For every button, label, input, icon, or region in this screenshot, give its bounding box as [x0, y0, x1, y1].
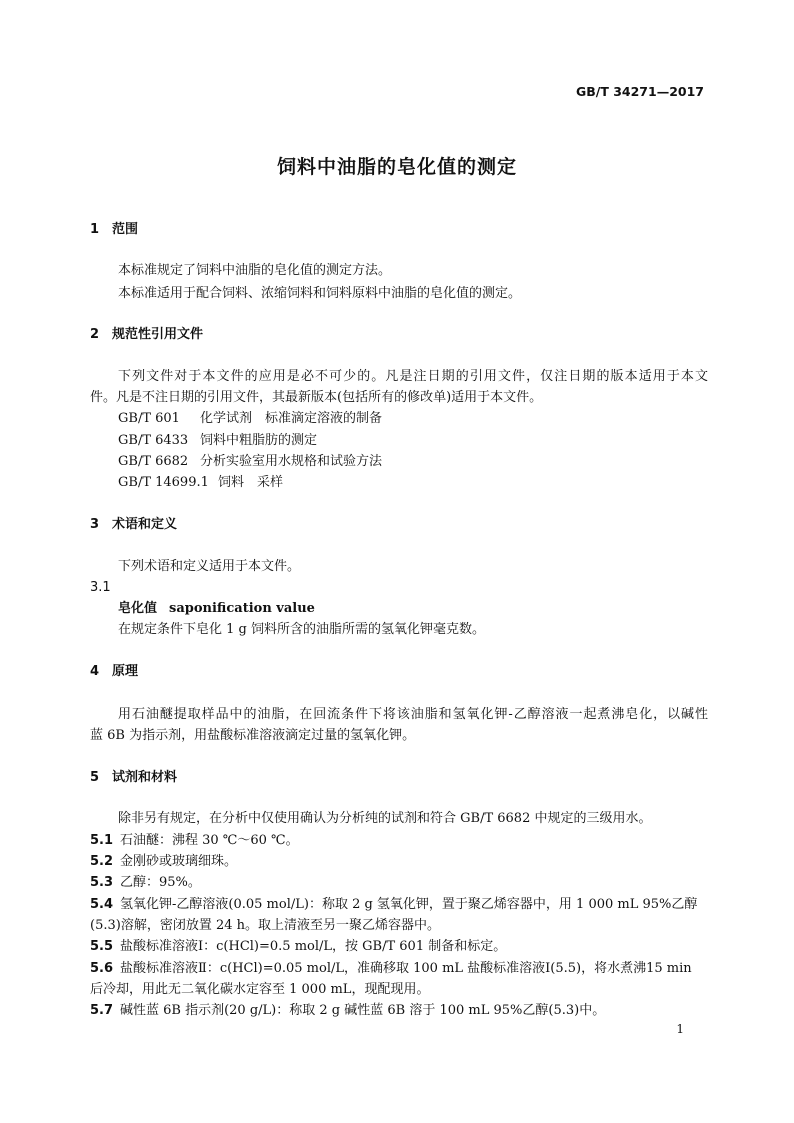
reagent-item: [90, 1002, 605, 1020]
section-heading-reagents: [90, 769, 177, 787]
section-number: 2: [90, 327, 100, 342]
item-text: 氢氧化钾-乙醇溶液(0.05 mol/L)：称取 2 g 氢氧化钾，置于聚乙烯容器中，用 1 000 mL 95%乙醇: [120, 897, 698, 912]
item-number: 5.5: [90, 939, 114, 954]
term-number: 3.1: [90, 580, 111, 595]
section-number: 3: [90, 517, 100, 532]
reference-code: GB/T 6433: [118, 433, 189, 448]
section-heading-scope: [90, 221, 138, 239]
section-heading-references: [90, 326, 203, 344]
item-text: 乙醇：95%。: [120, 875, 201, 890]
section-title: 试剂和材料: [112, 770, 178, 785]
reagent-item: [90, 853, 237, 871]
reagent-item: [90, 874, 201, 892]
reference-item: [118, 453, 382, 471]
item-text: 盐酸标准溶液Ⅱ：c(HCl)=0.05 mol/L，准确移取 100 mL 盐酸标准溶液Ⅰ(5.5)，将水煮沸15 min: [120, 961, 692, 976]
term-name-en: saponification value: [169, 601, 315, 616]
section-title: 术语和定义: [112, 517, 178, 532]
item-text-continuation: (5.3)溶解，密闭放置 24 h。取上清液至另一聚乙烯容器中。: [90, 918, 440, 933]
reagent-item: [90, 960, 708, 978]
section-title: 原理: [112, 664, 139, 679]
term-definition: 在规定条件下皂化 1 g 饲料所含的油脂所需的氢氧化钾毫克数。: [118, 622, 485, 637]
section-number: 5: [90, 770, 100, 785]
document-title: 饲料中油脂的皂化值的测定: [276, 156, 517, 178]
paragraph: 下列文件对于本文件的应用是必不可少的。凡是注日期的引用文件，仅注日期的版本适用于本文: [118, 369, 708, 384]
paragraph-continuation: 件。凡是不注日期的引用文件，其最新版本(包括所有的修改单)适用于本文件。: [90, 390, 543, 405]
reference-title: 饲料中粗脂肪的测定: [200, 433, 318, 448]
reference-title: 饲料 采样: [218, 475, 284, 490]
reference-title: 分析实验室用水规格和试验方法: [200, 454, 383, 469]
item-number: 5.3: [90, 875, 114, 890]
reference-item: [118, 432, 317, 450]
reagent-item: [90, 832, 299, 850]
item-text: 碱性蓝 6B 指示剂(20 g/L)：称取 2 g 碱性蓝 6B 溶于 100 mL 95%乙醇(5.3)中。: [120, 1003, 606, 1018]
item-number: 5.2: [90, 854, 114, 869]
section-heading-terms: [90, 516, 177, 534]
paragraph: 本标准适用于配合饲料、浓缩饲料和饲料原料中油脂的皂化值的测定。: [118, 286, 522, 301]
item-text-continuation: 后冷却，用此无二氧化碳水定容至 1 000 mL，现配现用。: [90, 982, 430, 997]
reagent-item: [90, 938, 506, 956]
item-number: 5.1: [90, 833, 114, 848]
paragraph: 本标准规定了饲料中油脂的皂化值的测定方法。: [118, 263, 392, 278]
section-title: 规范性引用文件: [112, 327, 204, 342]
paragraph: 用石油醚提取样品中的油脂，在回流条件下将该油脂和氢氧化钾-乙醇溶液一起煮沸皂化，以碱性: [118, 707, 708, 722]
paragraph-continuation: 蓝 6B 为指示剂，用盐酸标准溶液滴定过量的氢氧化钾。: [90, 728, 416, 743]
item-text: 石油醚：沸程 30 ℃～60 ℃。: [120, 833, 299, 848]
paragraph: 除非另有规定，在分析中仅使用确认为分析纯的试剂和符合 GB/T 6682 中规定的三级用水。: [118, 811, 652, 826]
item-number: 5.6: [90, 961, 114, 976]
item-number: 5.4: [90, 897, 114, 912]
reference-item: [118, 410, 382, 428]
item-text: 盐酸标准溶液Ⅰ：c(HCl)=0.5 mol/L，按 GB/T 601 制备和标定。: [120, 939, 507, 954]
reference-code: GB/T 6682: [118, 454, 189, 469]
reagent-item: [90, 896, 708, 914]
reference-title: 化学试剂 标准滴定溶液的制备: [200, 411, 383, 426]
item-text: 金刚砂或玻璃细珠。: [120, 854, 238, 869]
item-number: 5.7: [90, 1003, 114, 1018]
term-name-zh: 皂化值: [118, 601, 158, 616]
section-number: 1: [90, 222, 100, 237]
reference-code: GB/T 601: [118, 411, 180, 426]
reference-item: [118, 474, 283, 492]
page-number: 1: [676, 1022, 684, 1036]
paragraph: 下列术语和定义适用于本文件。: [118, 559, 301, 574]
term-name: [118, 600, 315, 618]
section-title: 范围: [112, 222, 139, 237]
section-heading-principle: [90, 663, 138, 681]
reference-code: GB/T 14699.1: [118, 475, 209, 490]
standard-number: GB/T 34271—2017: [575, 84, 704, 99]
section-number: 4: [90, 664, 100, 679]
